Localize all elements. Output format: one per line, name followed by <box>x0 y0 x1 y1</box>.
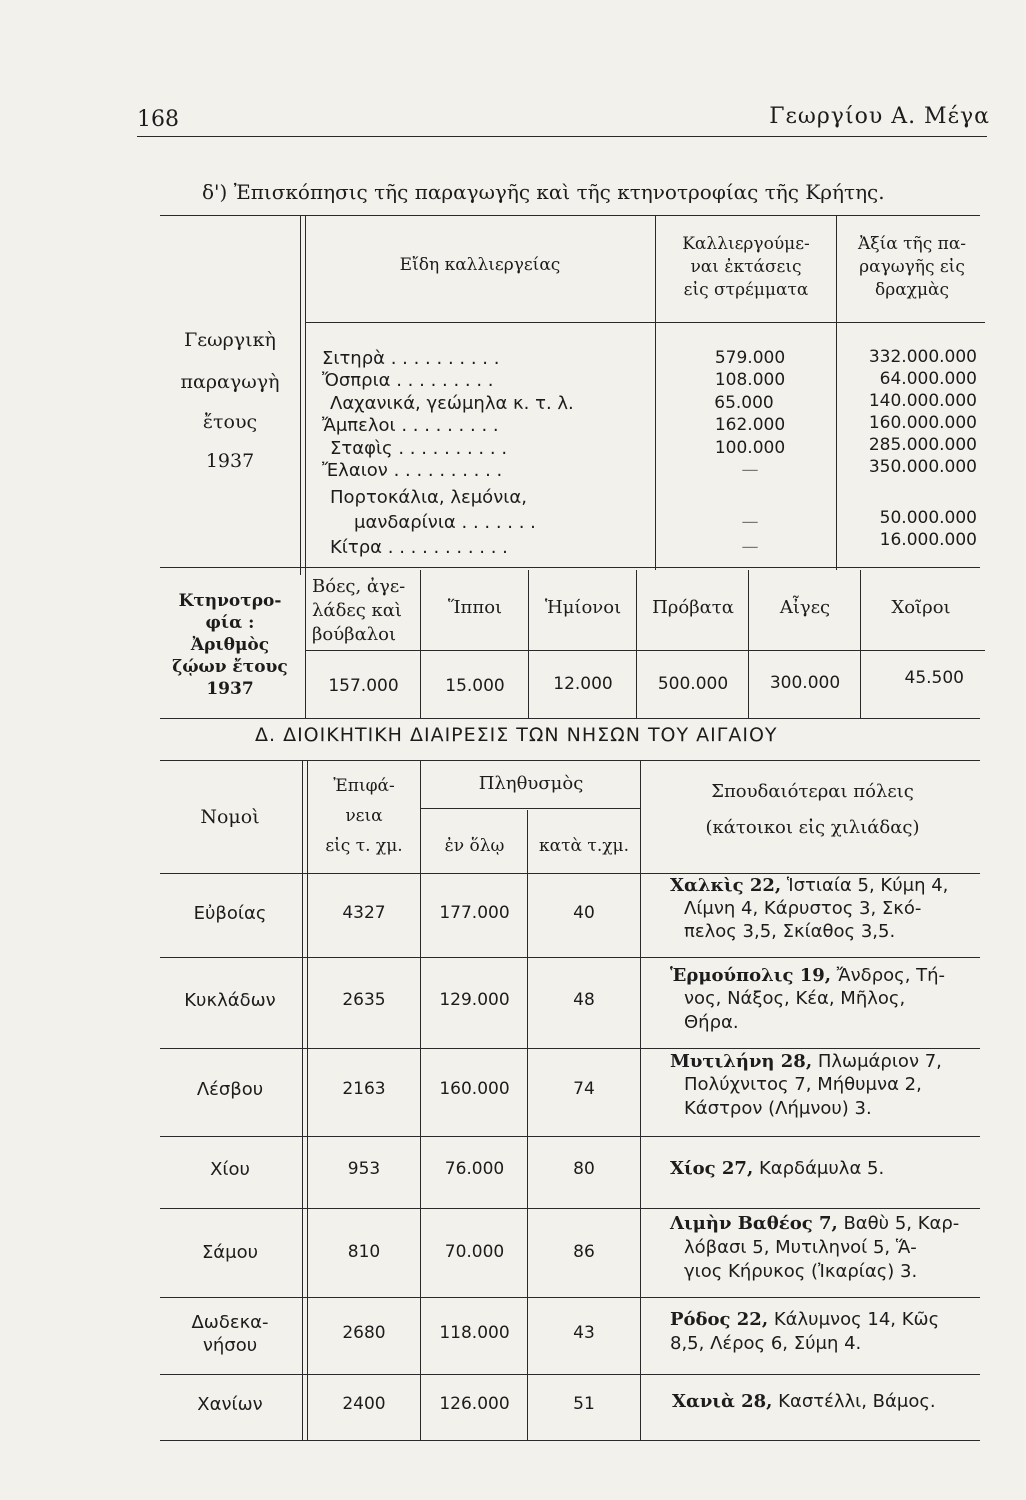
nomos-name: Σάμου <box>201 1242 259 1263</box>
cities-line: Λίμνη 4, Κάρυστος 3, Σκό- <box>684 898 922 919</box>
area-header-1: Ἐπιφά- <box>333 776 395 796</box>
agri-kind: Κίτρα . . . . . . . . . . . <box>330 537 508 558</box>
sheep-header: Πρόβατα <box>652 597 734 618</box>
agri-value: 16.000.000 <box>879 530 977 550</box>
agri-kind: μανδαρίνια . . . . . . . <box>354 512 536 533</box>
nomos-pop-total: 129.000 <box>439 990 510 1010</box>
nomos-area: 810 <box>347 1242 381 1262</box>
page-number: 168 <box>137 107 179 132</box>
agri-value-header-1: Ἀξία τῆς πα- <box>857 234 967 254</box>
nomos-area: 953 <box>347 1159 381 1179</box>
section-d-title: δ') Ἐπισκόπησις τῆς παραγωγῆς καὶ τῆς κτηνοτροφίας τῆς Κρήτης. <box>202 180 885 204</box>
agri-area: 162.000 <box>714 415 786 435</box>
agri-area-header-2: ναι ἐκτάσεις <box>690 257 802 277</box>
nomos-pop-total: 118.000 <box>439 1323 510 1343</box>
nomos-name: Λέσβου <box>196 1079 264 1100</box>
nomos-pop-density: 51 <box>573 1394 595 1414</box>
nomos-pop-total: 177.000 <box>439 903 510 923</box>
nomos-pop-density: 80 <box>573 1159 595 1179</box>
population-header: Πληθυσμὸς <box>478 773 584 794</box>
oxen-value: 157.000 <box>328 676 399 696</box>
agri-kind: Σιτηρὰ . . . . . . . . . . <box>322 348 500 369</box>
agri-kind: Ἔλαιον . . . . . . . . . . <box>322 460 503 481</box>
livestock-label-4: ζῴων ἔτους <box>172 657 288 677</box>
agri-value: 350.000.000 <box>868 457 977 477</box>
section-D-title: Δ. ΔΙΟΙΚΗΤΙΚΗ ΔΙΑΙΡΕΣΙΣ ΤΩΝ ΝΗΣΩΝ ΤΟΥ ΑΙΓΑΙΟΥ <box>255 724 778 746</box>
nomos-pop-density: 74 <box>573 1079 595 1099</box>
nomos-pop-total: 70.000 <box>444 1242 505 1262</box>
cities-line: λόβασι 5, Μυτιληνοί 5, Ἅ- <box>684 1237 917 1258</box>
agri-value-header-2: ραγωγῆς εἰς <box>859 257 965 277</box>
cities-note: (κάτοικοι εἰς χιλιάδας) <box>705 817 920 838</box>
agri-value: 332.000.000 <box>868 347 977 367</box>
agri-row-label-2: παραγωγὴ <box>180 371 280 393</box>
cities-line: Θήρα. <box>684 1012 739 1033</box>
cities-line: πελος 3,5, Σκίαθος 3,5. <box>684 921 896 942</box>
agri-row-label-3: ἔτους <box>202 411 258 433</box>
nomos-name: Χανίων <box>197 1394 263 1415</box>
mules-header: Ἡμίονοι <box>544 597 622 618</box>
nomos-name: Εὐβοίας <box>193 903 267 924</box>
agri-row-label-4: 1937 <box>205 450 255 472</box>
header-rule <box>137 136 987 137</box>
agri-value: 285.000.000 <box>868 435 977 455</box>
agri-area: 579.000 <box>714 348 786 368</box>
livestock-label-5: 1937 <box>206 679 254 699</box>
nomos-pop-density: 48 <box>573 990 595 1010</box>
nomos-pop-total: 126.000 <box>439 1394 510 1414</box>
oxen-header-3: βούβαλοι <box>312 624 397 645</box>
nomos-area: 2635 <box>342 990 386 1010</box>
cities-line: Ἑρμούπολις 19, Ἄνδρος, Τή- <box>670 965 946 986</box>
agri-value-header-3: δραχμὰς <box>874 280 950 300</box>
agri-kind: Ὄσπρια . . . . . . . . . <box>322 370 494 391</box>
nomos-area: 4327 <box>342 903 386 923</box>
goats-value: 300.000 <box>769 673 841 693</box>
livestock-label-2: φία : <box>205 613 255 633</box>
cities-line: 8,5, Λέρος 6, Σύμη 4. <box>670 1333 862 1354</box>
livestock-label-1: Κτηνοτρο- <box>178 591 282 611</box>
nomos-name: Δωδεκα- <box>191 1312 269 1333</box>
area-header-2: νεια <box>345 806 383 826</box>
nomoi-header: Νομοὶ <box>200 806 260 828</box>
agri-value: 64.000.000 <box>879 369 977 389</box>
agri-value: 50.000.000 <box>879 508 977 528</box>
agri-kind-header: Εἴδη καλλιεργείας <box>399 255 561 275</box>
mules-value: 12.000 <box>553 674 613 694</box>
nomos-pop-density: 86 <box>573 1242 595 1262</box>
horses-header: Ἵπποι <box>447 597 503 618</box>
nomos-pop-total: 160.000 <box>439 1079 510 1099</box>
area-header-3: εἰς τ. χμ. <box>325 836 403 856</box>
sheep-value: 500.000 <box>657 674 729 694</box>
agri-area: — <box>741 512 759 532</box>
oxen-header-2: λάδες καὶ <box>312 600 402 621</box>
nomos-area: 2400 <box>342 1394 386 1414</box>
agri-value: 160.000.000 <box>868 413 977 433</box>
nomos-name: Χίου <box>210 1159 250 1180</box>
cities-line: Χαλκὶς 22, Ἱστιαία 5, Κύμη 4, <box>670 875 949 896</box>
nomos-pop-density: 43 <box>573 1323 595 1343</box>
agri-area-header-1: Καλλιεργούμε- <box>682 234 810 254</box>
cities-line: Χίος 27, Καρδάμυλα 5. <box>670 1158 885 1179</box>
pop-total-header: ἐν ὅλῳ <box>444 836 505 856</box>
pigs-value: 45.500 <box>904 668 964 688</box>
cities-line: Μυτιλήνη 28, Πλωμάριον 7, <box>670 1051 942 1072</box>
cities-header: Σπουδαιότεραι πόλεις <box>711 781 914 802</box>
cities-line: Χανιὰ 28, Καστέλλι, Βάμος. <box>672 1391 936 1412</box>
goats-header: Αἶγες <box>779 597 831 618</box>
nomos-area: 2680 <box>342 1323 386 1343</box>
oxen-header-1: Βόες, ἀγε- <box>312 576 406 597</box>
agri-area-header-3: εἰς στρέμματα <box>683 280 809 300</box>
agri-row-label-1: Γεωργικὴ <box>184 329 276 351</box>
agri-area: 108.000 <box>714 370 786 390</box>
livestock-label-3: Ἀριθμὸς <box>190 635 270 655</box>
agri-value: 140.000.000 <box>868 391 977 411</box>
agri-kind: Ἄμπελοι . . . . . . . . . <box>322 415 499 436</box>
pop-density-header: κατὰ τ.χμ. <box>539 836 629 856</box>
agri-kind: Πορτοκάλια, λεμόνια, <box>330 487 527 508</box>
cities-line: γιος Κήρυκος (Ἰκαρίας) 3. <box>684 1261 918 1282</box>
cities-line: Ρόδος 22, Κάλυμνος 14, Κῶς <box>670 1309 940 1330</box>
cities-line: Κάστρον (Λήμνου) 3. <box>684 1098 872 1119</box>
horses-value: 15.000 <box>445 676 505 696</box>
cities-line: νος, Νάξος, Κέα, Μῆλος, <box>684 988 906 1009</box>
agri-kind: Σταφὶς . . . . . . . . . . <box>330 438 508 459</box>
agri-area: 100.000 <box>714 438 786 458</box>
running-head: Γεωργίου Α. Μέγα <box>769 104 990 129</box>
nomos-pop-density: 40 <box>573 903 595 923</box>
nomos-name: νήσου <box>202 1335 258 1356</box>
nomos-name: Κυκλάδων <box>184 990 276 1011</box>
agri-area: — <box>741 537 759 557</box>
agri-kind: Λαχανικά, γεώμηλα κ. τ. λ. <box>330 393 574 414</box>
pigs-header: Χοῖροι <box>891 597 951 618</box>
agri-area: — <box>741 460 759 480</box>
agri-area: 65.000 <box>714 393 774 413</box>
nomos-pop-total: 76.000 <box>444 1159 505 1179</box>
cities-line: Πολύχνιτος 7, Μήθυμνα 2, <box>684 1074 922 1095</box>
cities-line: Λιμὴν Βαθέος 7, Βαθὺ 5, Καρ- <box>670 1213 960 1234</box>
nomos-area: 2163 <box>342 1079 386 1099</box>
